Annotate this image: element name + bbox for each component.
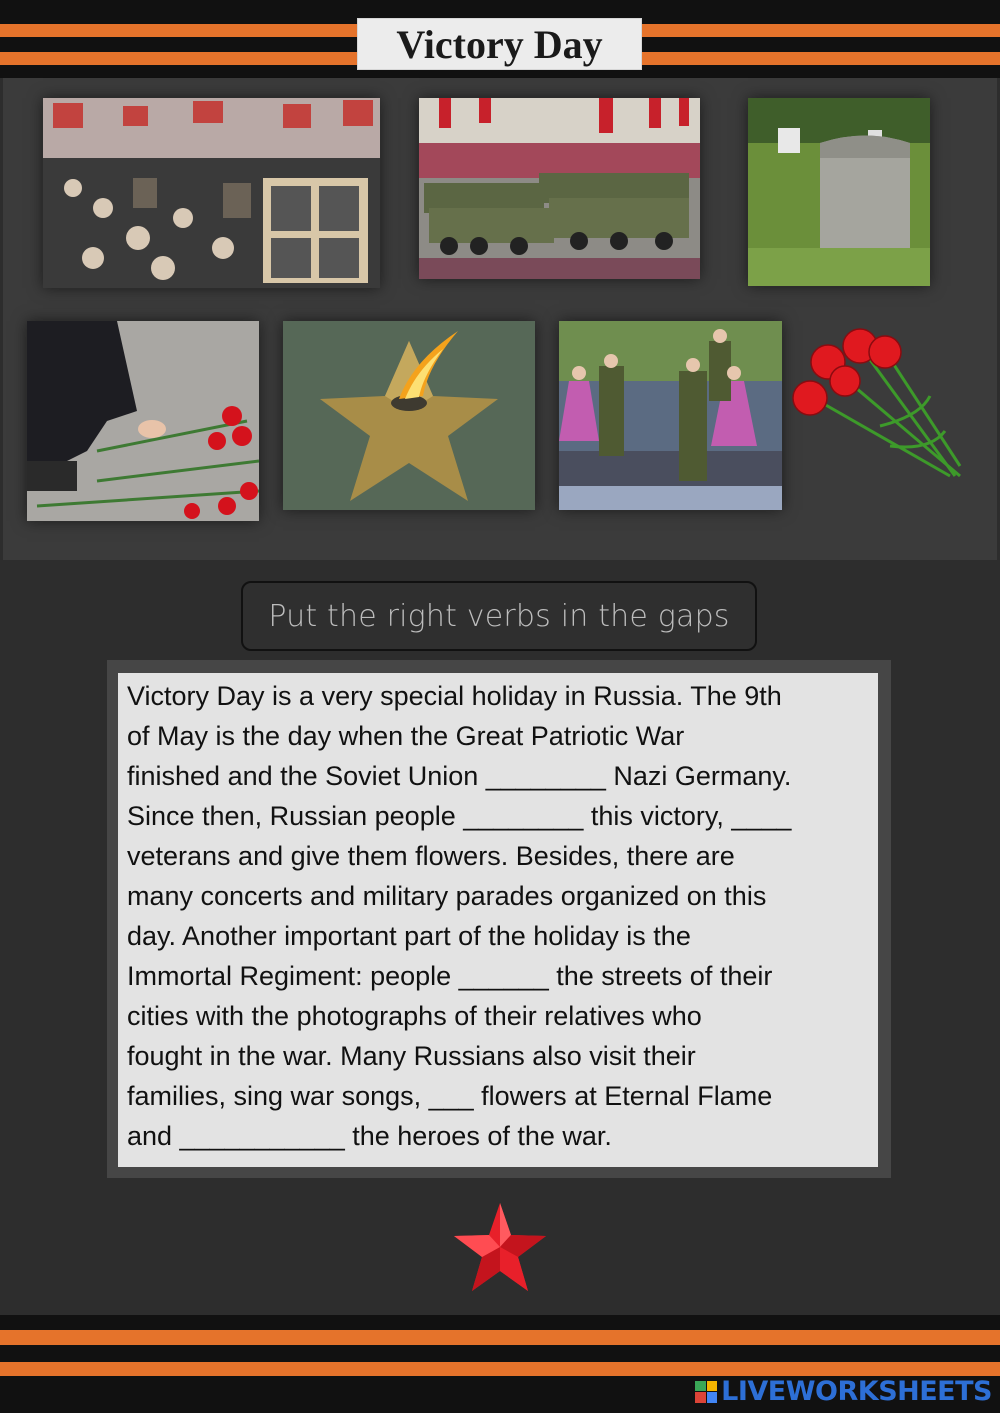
liveworksheets-watermark [695,1376,992,1407]
text-line: and ___________ the heroes of the war. [127,1121,612,1151]
text-line: cities with the photographs of their relatives who [127,1001,702,1031]
text-line: finished and the Soviet Union ________ Nazi Germany. [127,761,792,791]
eternal-flame-photo [283,321,535,510]
watermark-text: LIVEWORKSHEETS [721,1376,992,1407]
gravestone-photo [748,98,930,286]
text-line: Immortal Regiment: people ______ the streets of their [127,961,773,991]
text-line: of May is the day when the Great Patriotic War [127,721,685,751]
text-line: Since then, Russian people ________ this victory, ____ [127,801,792,831]
military-parade-photo [419,98,700,279]
red-star-icon [452,1201,548,1293]
laying-flowers-photo [27,321,259,521]
page-title: Victory Day [357,18,642,70]
immortal-regiment-photo [43,98,380,288]
text-line: Victory Day is a very special holiday in Russia. The 9th [127,681,782,711]
carnations-image [790,326,965,481]
text-line: veterans and give them flowers. Besides, there are [127,841,735,871]
dancing-soldiers-photo [559,321,782,510]
text-line: families, sing war songs, ___ flowers at Eternal Flame [127,1081,773,1111]
text-line: many concerts and military parades organized on this [127,881,767,911]
text-line: fought in the war. Many Russians also visit their [127,1041,696,1071]
text-line: day. Another important part of the holiday is the [127,921,691,951]
instruction-label: Put the right verbs in the gaps [241,581,757,651]
gap-fill-text [118,673,878,1167]
liveworksheets-logo-icon [695,1381,717,1403]
